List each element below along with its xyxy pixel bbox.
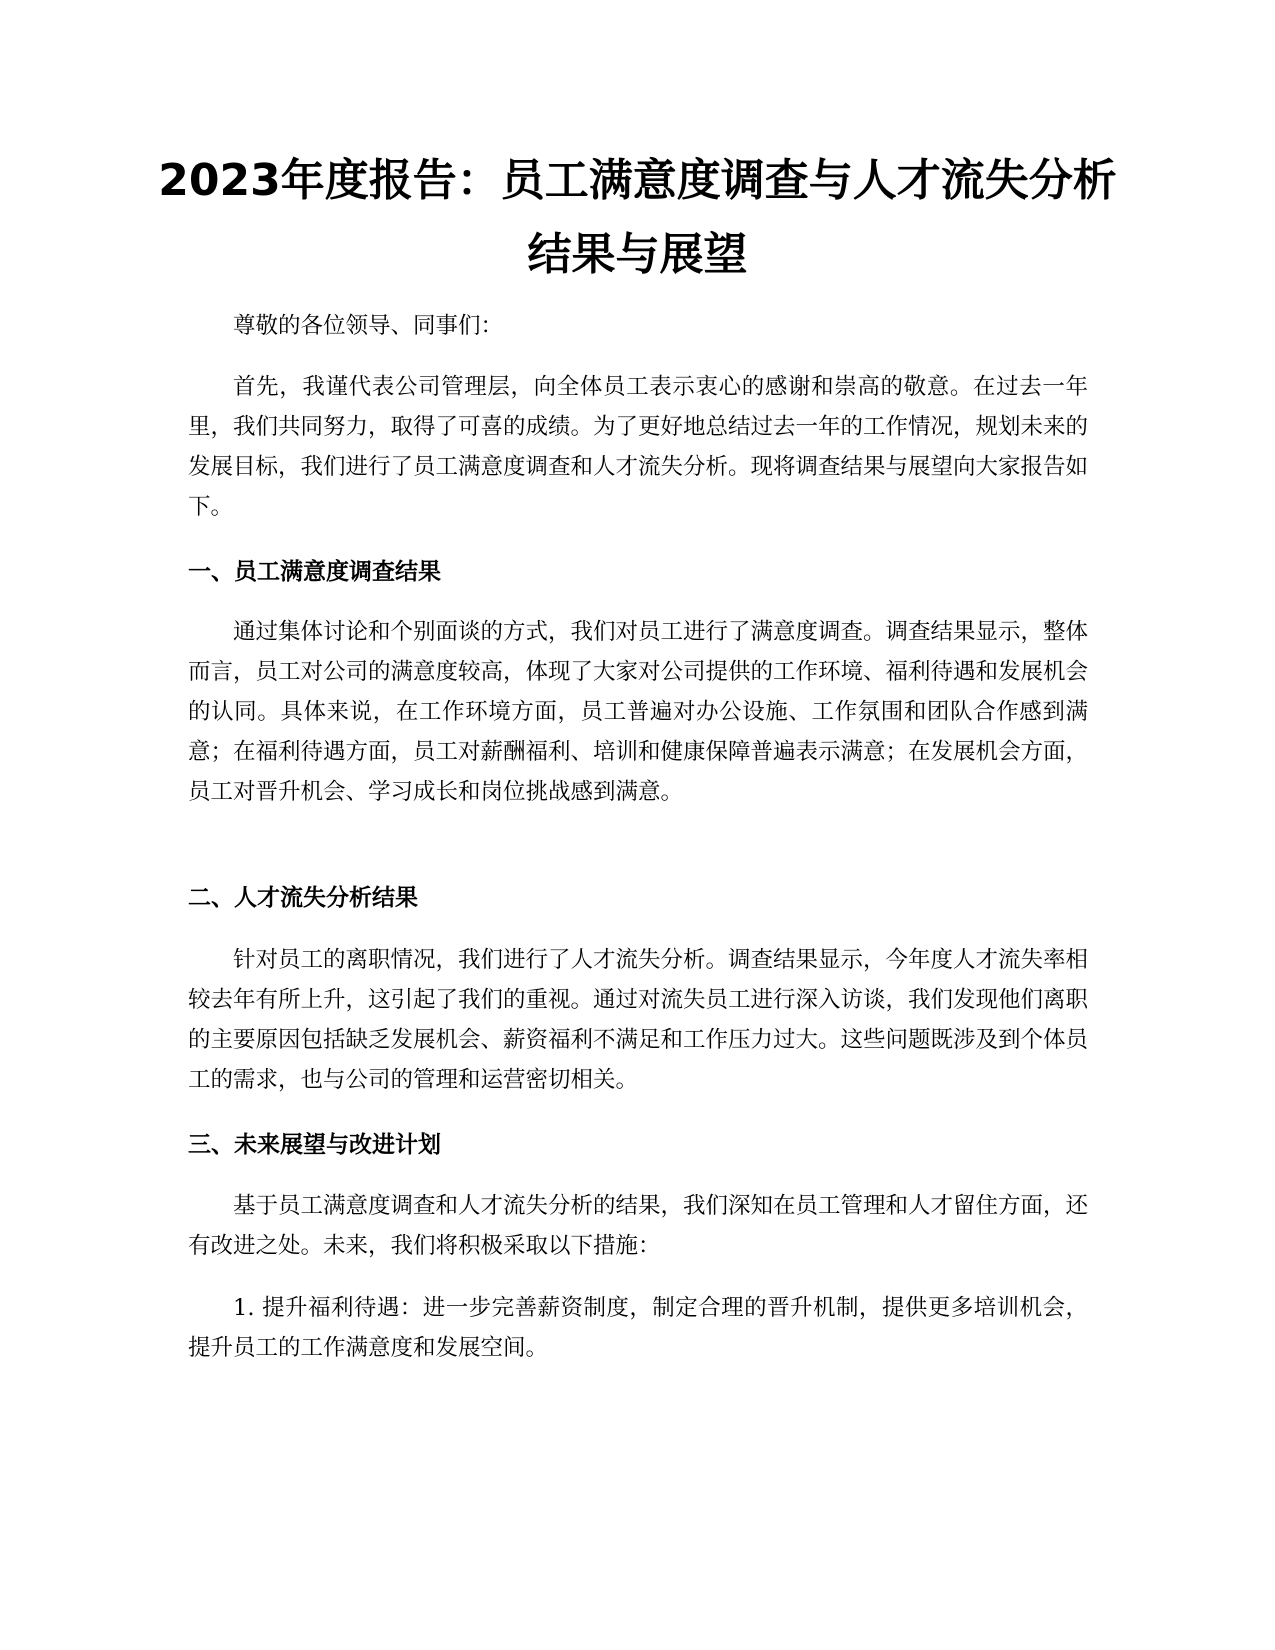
section-heading-outlook: 三、未来展望与改进计划 [188,1132,441,1158]
section-heading-satisfaction: 一、员工满意度调查结果 [188,559,441,585]
list-item-benefits: 1. 提升福利待遇：进一步完善薪资制度，制定合理的晋升机制，提供更多培训机会，提升员工的工作满意度和发展空间。 [188,1295,1088,1361]
document-title: 2023年度报告：员工满意度调查与人才流失分析结果与展望 [158,155,1117,280]
section-paragraph-attrition: 针对员工的离职情况，我们进行了人才流失分析。调查结果显示，今年度人才流失率相较去年有所上升，这引起了我们的重视。通过对流失员工进行深入访谈，我们发现他们离职的主要原因包括缺乏发展机会、薪资福利不满足和工作压力过大。这些问题既涉及到个体员工的需求，也与公司的管理和运营密切相关。 [188,947,1089,1093]
section-paragraph-outlook: 基于员工满意度调查和人才流失分析的结果，我们深知在员工管理和人才留住方面，还有改进之处。未来，我们将积极采取以下措施： [188,1193,1089,1259]
intro-paragraph: 首先，我谨代表公司管理层，向全体员工表示衷心的感谢和崇高的敬意。在过去一年里，我们共同努力，取得了可喜的成绩。为了更好地总结过去一年的工作情况，规划未来的发展目标，我们进行了员工满意度调查和人才流失分析。现将调查结果与展望向大家报告如下。 [188,374,1089,520]
greeting: 尊敬的各位领导、同事们： [233,313,504,339]
section-heading-attrition: 二、人才流失分析结果 [188,885,418,911]
section-paragraph-satisfaction: 通过集体讨论和个别面谈的方式，我们对员工进行了满意度调查。调查结果显示，整体而言，员工对公司的满意度较高，体现了大家对公司提供的工作环境、福利待遇和发展机会的认同。具体来说，在工作环境方面，员工普遍对办公设施、工作氛围和团队合作感到满意；在福利待遇方面，员工对薪酬福利、培训和健康保障普遍表示满意；在发展机会方面，员工对晋升机会、学习成长和岗位挑战感到满意。 [188,619,1089,805]
